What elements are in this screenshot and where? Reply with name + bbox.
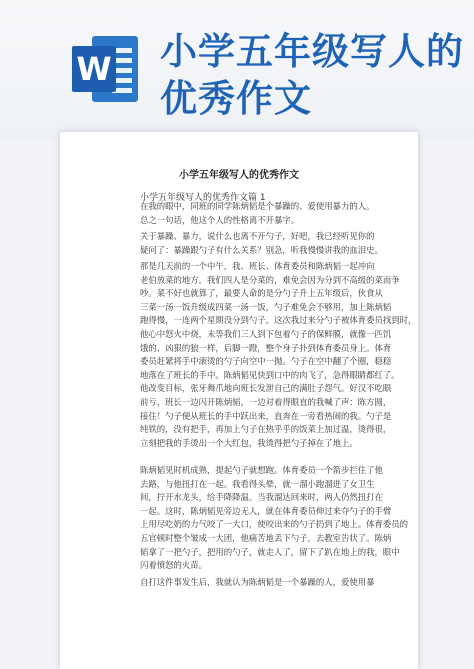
paragraph-line: 闪着愤怒的火苗。 [140,560,207,571]
paragraph-line: 一起。这时，陈炳韬见旁边无人，就在体育委员伸过来夺勺子的手臂 [140,505,392,516]
page-title-line-1: 小学五年级写人的 [160,30,464,73]
document-title: 小学五年级写人的优秀作文 [179,170,299,181]
paragraph-line: 他心中怒火中烧，未等我们三人到下包着勺子的保鲜膜，就像一匹饥 [140,328,392,339]
paragraph-line: 上用尽吃奶的力气咬了一大口，使咬出来的勺子扔到了地上。体育委员的 [140,519,408,530]
document-subtitle: 小学五年级写人的优秀作文篇 1 [140,193,266,203]
paragraph-line: 韬拿了一把勺子，把用的勺子，就走人了，留下了趴在地上的我，眼中 [140,546,400,557]
word-document-icon [70,34,140,104]
page-title-line-2: 优秀作文 [160,77,312,120]
app-letter: W [72,46,116,92]
paragraph-line: 去路，与他扭打在一起。我看得头晕，就一溜小跑溜进了女卫生 [140,478,375,489]
paragraph-line: 老伯放菜的地方。我们四人是分菜的，难免会因为分到不高级的菜而争 [140,274,400,285]
paragraph-line: 前亏，班长一边闪开陈炳韬，一边对着得眼直的我喊了声：陈方圆， [140,396,392,407]
paragraph [140,464,408,573]
paragraph-line: 总之一句话，他这个人的性格离不开暴字。 [140,214,300,225]
paragraph-line: 间，拧开水龙头，给手降降温。当我溜达回来时，两人仍然扭打在 [140,492,383,503]
paragraph-line: 饿的、凶狠的狼一样，后脚一蹬，整个身子扑到体育委员身上。体育 [140,342,392,353]
page-title [160,28,464,122]
paragraph [140,576,382,590]
header-banner [0,0,474,140]
document-page [60,132,418,669]
paragraph-line: 他改变目标，张牙舞爪地向班长发泄自己的满肚子怨气。好汉不吃眼 [140,383,392,394]
paragraph-line: 自打这件事发生后，我就认为陈炳韬是一个暴躁的人，爱使用暴 [140,577,375,587]
paragraph-line: 纯铁的，没有把手，再加上勺子在热乎乎的饭菜上加过温，烫得很， [140,424,392,435]
paragraph [140,230,382,257]
paragraph-line: 疑问了：暴躁跟勺子有什么关系？别急，听我慢慢讲我的血泪史。 [140,244,383,255]
paragraph-line: 五官顿时整个皱成一大团，他痛苦地丢下勺子，去教室告状了。陈炳 [140,532,392,543]
paragraph-line: 吵。菜不好也就算了，最要人命的是分勺子升上五年级后，伙食从 [140,288,383,299]
paragraph-line: 那是几天前的一个中午，我、班长、体育委员和陈炳韬一起冲向 [140,261,375,271]
paragraph-line: 在我的眼中，同班的同学陈炳韬是个暴躁的、爱使用暴力的人。 [140,201,375,211]
paragraph [140,200,382,227]
paragraph [140,260,417,450]
paragraph-line: 三菜一汤一饭升级成四菜一汤一饭，勺子难免会不够用，加上陈炳韬 [140,301,392,312]
paragraph-line: 陈炳韬见时机成熟，提起勺子就想跑。体育委员一个箭步拦住了他 [140,465,383,475]
paragraph-line: 关于暴躁、暴力，说什么也离不开勺子，好吧，我已经听见你的 [140,231,375,241]
paragraph-line: 委员赶紧将手中滚烫的勺子向空中一抛。勺子在空中翻了个圈，稳稳 [140,356,392,367]
paragraph-line: 跑得慢，一连两个星期没分到勺子。这次我过来分勺子被体育委员找到时， [140,315,417,326]
paragraph-line: 地落在了班长的手中。陈炳韬见快到口中的肉飞了，急得眼睛都红了。 [140,369,400,380]
paragraph-line: 接住！勺子便从班长的手中跃出来，直奔在一旁看热闹的我。勺子是 [140,410,392,421]
paragraph-line: 立刻把我的手烫出一个大红包，我烫得把勺子掉在了地上。 [140,437,358,448]
